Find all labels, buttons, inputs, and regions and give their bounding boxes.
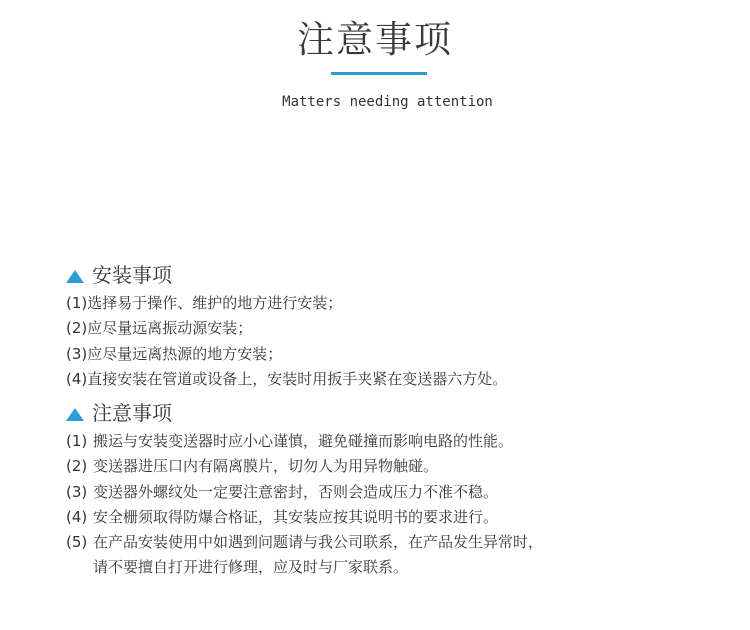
section-installation	[66, 261, 507, 392]
item-number: (1)	[66, 432, 88, 450]
item-text: 变送器外螺纹处一定要注意密封，否则会造成压力不准不稳。	[93, 482, 499, 501]
item-text: 在产品安装使用中如遇到问题请与我公司联系，在产品发生异常时，	[93, 533, 544, 552]
item-text: 选择易于操作、维护的地方进行安装；	[87, 294, 343, 312]
list-item	[66, 429, 543, 454]
list-item	[66, 342, 507, 367]
item-text: 应尽量远离振动源安装；	[87, 319, 253, 338]
list-item	[66, 505, 543, 530]
list-item	[66, 454, 543, 479]
list-item	[66, 367, 507, 392]
item-text: 安全栅须取得防爆合格证，其安装应按其说明书的要求进行。	[93, 507, 499, 526]
section-heading	[66, 261, 507, 289]
item-number: (2)	[66, 457, 88, 476]
triangle-up-icon	[66, 408, 84, 421]
section-precautions	[66, 399, 543, 581]
item-number: (3)	[66, 482, 88, 501]
list-item	[66, 291, 507, 316]
section-title: 注意事项	[92, 401, 172, 425]
list-item	[66, 316, 507, 341]
list-item	[66, 480, 543, 505]
section-heading	[66, 399, 543, 427]
item-number: (2)	[66, 319, 88, 338]
triangle-up-icon	[66, 270, 84, 283]
list-item	[66, 530, 543, 581]
item-number: (5)	[66, 533, 88, 552]
item-text: 搬运与安装变送器时应小心谨慎，避免碰撞而影响电路的性能。	[93, 432, 514, 450]
page-title: 注意事项	[297, 18, 453, 61]
item-number: (1)	[66, 294, 88, 312]
page-subtitle: Matters needing attention	[282, 94, 493, 110]
installation-list	[66, 291, 507, 392]
item-text: 变送器进压口内有隔离膜片，切勿人为用异物触碰。	[93, 457, 439, 476]
item-text-continuation: 请不要擅自打开进行修理，应及时与厂家联系。	[93, 558, 409, 577]
item-text: 应尽量远离热源的地方安装；	[87, 344, 283, 363]
item-text: 直接安装在管道或设备上，安装时用扳手夹紧在变送器六方处。	[87, 369, 508, 388]
item-number: (4)	[66, 369, 88, 388]
item-number: (4)	[66, 507, 88, 526]
precautions-list	[66, 429, 543, 581]
section-title: 安装事项	[92, 263, 172, 287]
item-number: (3)	[66, 344, 88, 363]
title-underline	[331, 72, 427, 75]
